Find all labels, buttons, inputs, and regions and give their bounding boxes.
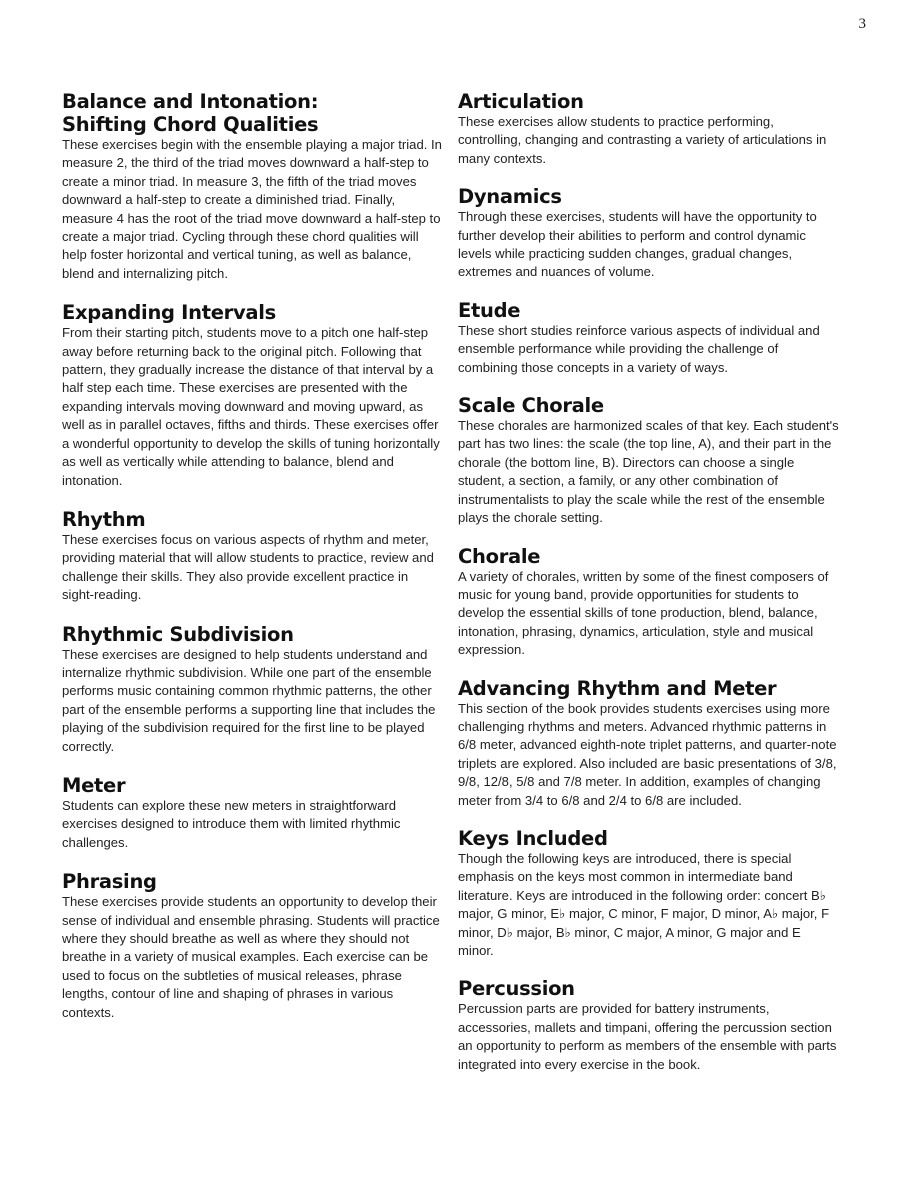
heading-line-2: Shifting Chord Qualities [62,113,319,136]
page-number: 3 [858,16,866,32]
section-body: A variety of chorales, written by some of the finest composers of music for young band, provide opportunities for students to develop the essential skills of tone production, blend, balance, intonation, phrasing, dynamics, articulation, style and musical expression. [458,568,829,658]
heading-line-1: Balance and Intonation: [62,90,319,113]
section-meter [62,774,442,852]
section-heading: Expanding Intervals [62,301,276,325]
section-chorale [458,545,840,660]
section-heading: Etude [458,298,521,322]
section-heading: Rhythm [62,507,146,531]
section-body: These chorales are harmonized scales of that key. Each student's part has two lines: the scale (the top line, A), and their part in the chorale (the bottom line, B). Directors can choose a single student, a section, a family, or any other combination of instrumentalists to play the scale while the rest of the ensemble plays the chorale setting. [458,418,839,526]
section-rhythm [62,508,442,605]
section-heading [62,90,442,136]
section-expanding-intervals [62,301,442,490]
section-advancing-rhythm-meter [458,677,840,810]
section-body: This section of the book provides students exercises using more challenging rhythms and meters. Advanced rhythmic patterns in 6/8 meter, advanced eighth-note triplet patterns, and quarter-note triplets are explored. Also included are basic presentations of 3/8, 9/8, 12/8, 5/8 and 7/8 meter. In addition, examples of changing meter from 3/4 to 6/8 and 2/4 to 6/8 are included. [458,700,837,808]
section-balance-intonation [62,90,442,283]
section-body: Students can explore these new meters in straightforward exercises designed to introduce them with limited rhythmic challenges. [62,797,401,850]
section-keys-included [458,827,840,960]
section-phrasing [62,870,442,1022]
section-heading: Meter [62,773,126,797]
section-percussion [458,977,840,1074]
section-heading: Advancing Rhythm and Meter [458,676,777,700]
section-articulation [458,90,840,168]
section-body: These exercises allow students to practice performing, controlling, changing and contrasting a variety of articulations in many contexts. [458,114,827,166]
section-heading: Phrasing [62,870,157,894]
section-body: These short studies reinforce various aspects of individual and ensemble performance while providing the challenge of combining those concepts in a variety of ways. [458,322,820,375]
section-body: From their starting pitch, students move to a pitch one half-step away before returning back to the original pitch. Following that pattern, they gradually increase the distance of that interval by a half step each time. These exercises are presented with the expanding intervals moving downward and moving upward, as well as in parallel octaves, fifths and thirds. These exercises offer a wonderful opportunity to develop the skills of tuning horizontally as well as vertically while attending to balance, blend and intonation. [62,325,440,488]
section-scale-chorale [458,394,840,527]
section-body: Though the following keys are introduced, there is special emphasis on the keys most common in intermediate band literature. Keys are introduced in the following order: concert B♭ major, G minor, E♭ major, C minor, F major, D minor, A♭ major, F minor, D♭ major, B♭ minor, C major, A minor, G major and E minor. [458,850,830,958]
section-body: These exercises provide students an opportunity to develop their sense of individual and ensemble phrasing. Students will practice where they should breathe as well as where they should not breathe in a variety of musical examples. Each exercise can be used to focus on the subtleties of musical releases, phrase lengths, contour of line and shaping of phrases in various contexts. [62,894,440,1020]
section-dynamics [458,185,840,282]
section-body: These exercises focus on various aspects of rhythm and meter, providing material that will allow students to practice, review and challenge their skills. They also provide excellent practice in sight-reading. [62,531,434,603]
section-heading: Rhythmic Subdivision [62,622,294,646]
section-etude [458,299,840,377]
section-body: These exercises are designed to help students understand and internalize rhythmic subdivision. While one part of the ensemble performs music containing common rhythmic patterns, the other part of the ensemble performs a supporting line that includes the playing of the subdivision required for the first line to be played correctly. [62,646,436,754]
section-heading: Dynamics [458,185,562,209]
section-heading: Scale Chorale [458,394,604,418]
section-body: These exercises begin with the ensemble playing a major triad. In measure 2, the third of the triad moves downward a half-step to create a minor triad. In measure 3, the fifth of the triad moves downward a half-step to create a diminished triad. Finally, measure 4 has the root of the triad move downward a half-step to create a major triad. Cycling through these chord qualities will help foster horizontal and vertical tuning, as well as balance, blend and internalizing pitch. [62,137,442,281]
right-column [458,90,840,1091]
section-body: Through these exercises, students will have the opportunity to further develop their abilities to perform and control dynamic levels while practicing sudden changes, gradual changes, extremes and nuances of volume. [458,209,817,280]
section-heading: Articulation [458,90,584,113]
left-column [62,90,442,1040]
section-heading: Keys Included [458,826,608,850]
section-heading: Percussion [458,977,575,1001]
section-body: Percussion parts are provided for battery instruments, accessories, mallets and timpani, offering the percussion section an opportunity to perform as members of the ensemble with parts integrated into every exercise in the book. [458,1001,837,1072]
section-rhythmic-subdivision [62,623,442,756]
section-heading: Chorale [458,544,541,568]
